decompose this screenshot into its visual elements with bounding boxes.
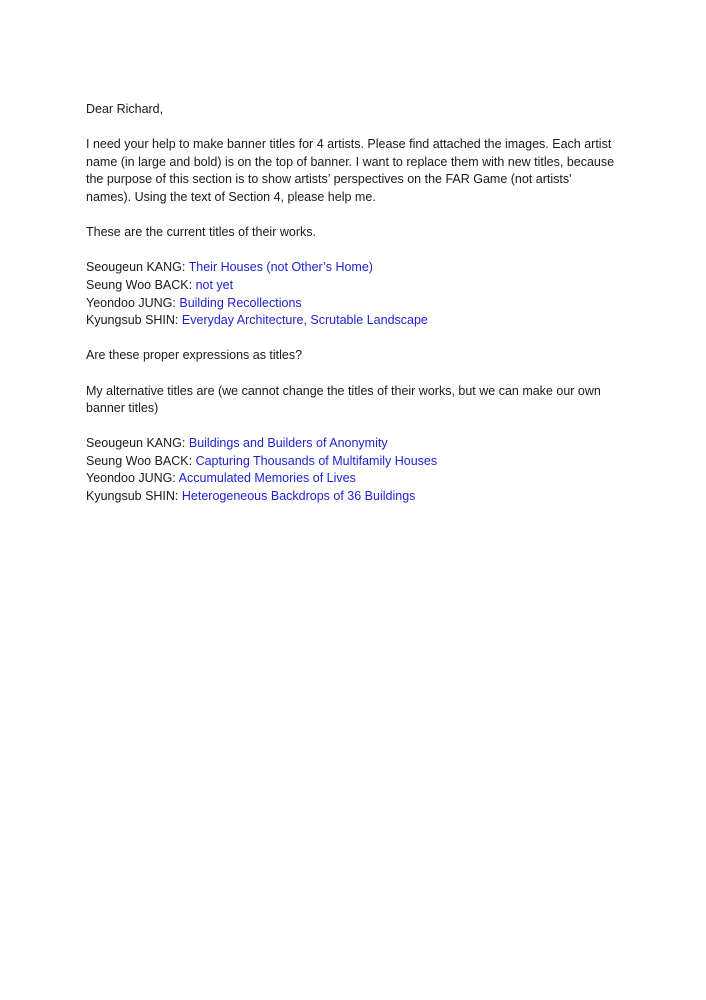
- banner-title: Heterogeneous Backdrops of 36 Buildings: [181, 489, 416, 504]
- alternative-title-row: [86, 488, 616, 506]
- alternative-titles-list: [86, 435, 616, 505]
- alternative-title-row: [86, 435, 616, 453]
- letter-body: [86, 101, 616, 523]
- work-title: Their Houses (not Other’s Home): [188, 260, 373, 275]
- current-title-row: [86, 259, 616, 277]
- work-title: Building Recollections: [179, 295, 302, 310]
- artist-name: Seougeun KANG:: [86, 436, 186, 451]
- current-title-row: [86, 312, 616, 330]
- alternative-title-row: [86, 470, 616, 488]
- alternative-title-row: [86, 453, 616, 471]
- current-titles-list: [86, 259, 616, 329]
- current-title-row: [86, 295, 616, 313]
- alternative-titles-heading: My alternative titles are (we cannot change the titles of their works, but we can make our own banner titles): [86, 383, 601, 416]
- artist-name: Kyungsub SHIN:: [86, 489, 179, 504]
- artist-name: Kyungsub SHIN:: [86, 313, 179, 328]
- artist-name: Seung Woo BACK:: [86, 453, 193, 468]
- artist-name: Yeondoo JUNG:: [86, 295, 176, 310]
- banner-title: Capturing Thousands of Multifamily Houses: [195, 453, 438, 468]
- work-title: Everyday Architecture, Scrutable Landscape: [181, 313, 428, 328]
- greeting: Dear Richard,: [86, 102, 164, 116]
- current-titles-heading: These are the current titles of their works.: [86, 225, 316, 240]
- question-paragraph: Are these proper expressions as titles?: [86, 348, 303, 363]
- intro-paragraph: I need your help to make banner titles for 4 artists. Please find attached the images. Each artist name (in large and bold) is on the top of banner. I want to replace them with new titles, because the purpose of this section is to show artists’ perspectives on the FAR Game (not artists' names). Using the text of Section 4, please help me.: [86, 137, 615, 204]
- banner-title: Buildings and Builders of Anonymity: [188, 436, 388, 451]
- current-title-row: [86, 277, 616, 295]
- artist-name: Seung Woo BACK:: [86, 277, 193, 292]
- artist-name: Seougeun KANG:: [86, 260, 186, 275]
- artist-name: Yeondoo JUNG:: [86, 471, 176, 486]
- banner-title: Accumulated Memories of Lives: [178, 471, 356, 486]
- work-title: not yet: [195, 277, 234, 292]
